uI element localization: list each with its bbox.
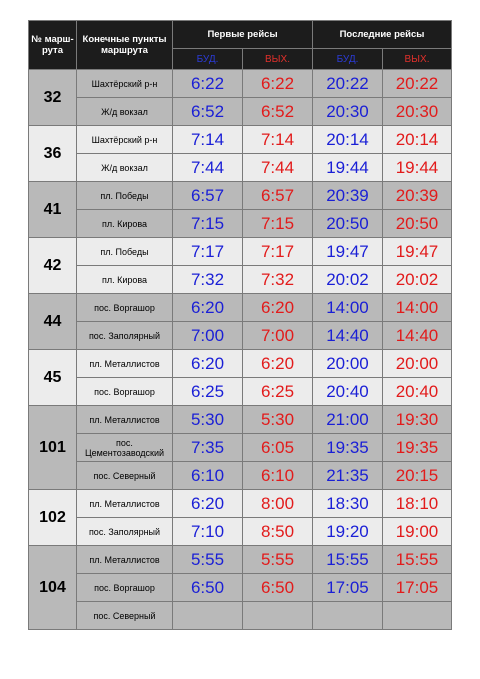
last-trip-weekend: 19:00 [383,518,452,546]
header-last-weekend: ВЫХ. [383,49,452,70]
first-trip-weekday: 6:10 [173,462,243,490]
last-trip-weekday: 20:22 [313,70,383,98]
last-trip-weekday: 21:00 [313,406,383,434]
table-row [29,518,452,546]
terminal-stop: Ж/д вокзал [77,98,173,126]
route-number: 41 [29,182,77,238]
last-trip-weekday: 18:30 [313,490,383,518]
table-row [29,70,452,98]
terminal-stop: пл. Металлистов [77,546,173,574]
last-trip-weekend: 14:00 [383,294,452,322]
last-trip-weekday: 20:40 [313,378,383,406]
first-trip-weekday: 6:25 [173,378,243,406]
terminal-stop: пос. Северный [77,602,173,630]
first-trip-weekday: 7:14 [173,126,243,154]
route-number: 101 [29,406,77,490]
last-trip-weekday: 20:00 [313,350,383,378]
header-terminal-stops: Конечные пункты маршрута [77,21,173,70]
table-row [29,210,452,238]
terminal-stop: Шахтёрский р-н [77,70,173,98]
last-trip-weekday: 21:35 [313,462,383,490]
first-trip-weekend: 6:50 [243,574,313,602]
first-trip-weekday: 7:17 [173,238,243,266]
first-trip-weekend: 7:14 [243,126,313,154]
route-number: 36 [29,126,77,182]
header-route-number: № марш-рута [29,21,77,70]
table-row [29,350,452,378]
first-trip-weekend: 6:57 [243,182,313,210]
table-row [29,378,452,406]
first-trip-weekday: 7:32 [173,266,243,294]
table-row [29,182,452,210]
terminal-stop: пос. Воргашор [77,378,173,406]
header-last-trips: Последние рейсы [313,21,452,49]
header-first-trips: Первые рейсы [173,21,313,49]
schedule-table [28,20,452,630]
last-trip-weekend: 20:40 [383,378,452,406]
table-row [29,126,452,154]
route-number: 104 [29,546,77,630]
first-trip-weekend: 8:00 [243,490,313,518]
last-trip-weekday: 17:05 [313,574,383,602]
first-trip-weekday: 6:20 [173,294,243,322]
first-trip-weekday: 6:52 [173,98,243,126]
last-trip-weekday: 20:30 [313,98,383,126]
terminal-stop: Шахтёрский р-н [77,126,173,154]
table-row [29,154,452,182]
header-last-weekday: БУД. [313,49,383,70]
last-trip-weekend: 17:05 [383,574,452,602]
first-trip-weekday: 6:20 [173,350,243,378]
last-trip-weekend: 20:14 [383,126,452,154]
first-trip-weekend: 6:22 [243,70,313,98]
last-trip-weekday: 19:35 [313,434,383,462]
terminal-stop: пос. Цементозаводский [77,434,173,462]
table-row [29,294,452,322]
last-trip-weekday: 20:50 [313,210,383,238]
terminal-stop: пос. Воргашор [77,574,173,602]
first-trip-weekday: 6:22 [173,70,243,98]
last-trip-weekday: 14:00 [313,294,383,322]
table-row [29,322,452,350]
last-trip-weekend: 20:39 [383,182,452,210]
last-trip-weekday: 20:39 [313,182,383,210]
table-row [29,434,452,462]
first-trip-weekday: 6:20 [173,490,243,518]
last-trip-weekend: 20:50 [383,210,452,238]
first-trip-weekday: 6:50 [173,574,243,602]
first-trip-weekend [243,602,313,630]
terminal-stop: пос. Воргашор [77,294,173,322]
terminal-stop: Ж/д вокзал [77,154,173,182]
terminal-stop: пл. Металлистов [77,406,173,434]
first-trip-weekend: 6:05 [243,434,313,462]
terminal-stop: пл. Металлистов [77,490,173,518]
last-trip-weekday: 19:44 [313,154,383,182]
header-first-weekday: БУД. [173,49,243,70]
header-first-weekend: ВЫХ. [243,49,313,70]
first-trip-weekday: 7:44 [173,154,243,182]
table-row [29,266,452,294]
last-trip-weekend: 20:30 [383,98,452,126]
table-row [29,602,452,630]
terminal-stop: пос. Северный [77,462,173,490]
last-trip-weekend: 19:30 [383,406,452,434]
first-trip-weekday: 7:35 [173,434,243,462]
last-trip-weekend: 15:55 [383,546,452,574]
last-trip-weekend: 20:15 [383,462,452,490]
terminal-stop: пос. Заполярный [77,518,173,546]
first-trip-weekend: 6:20 [243,294,313,322]
first-trip-weekday: 7:00 [173,322,243,350]
first-trip-weekday: 5:30 [173,406,243,434]
first-trip-weekday: 5:55 [173,546,243,574]
terminal-stop: пл. Кирова [77,210,173,238]
last-trip-weekend: 18:10 [383,490,452,518]
table-row [29,574,452,602]
last-trip-weekend: 19:47 [383,238,452,266]
terminal-stop: пл. Кирова [77,266,173,294]
route-number: 42 [29,238,77,294]
last-trip-weekend: 20:22 [383,70,452,98]
last-trip-weekend: 19:44 [383,154,452,182]
last-trip-weekend [383,602,452,630]
terminal-stop: пл. Металлистов [77,350,173,378]
table-row [29,546,452,574]
route-number: 45 [29,350,77,406]
first-trip-weekday: 7:15 [173,210,243,238]
table-row [29,462,452,490]
first-trip-weekend: 5:30 [243,406,313,434]
route-number: 102 [29,490,77,546]
table-row [29,490,452,518]
first-trip-weekend: 7:44 [243,154,313,182]
first-trip-weekend: 6:20 [243,350,313,378]
last-trip-weekday: 14:40 [313,322,383,350]
first-trip-weekend: 7:00 [243,322,313,350]
last-trip-weekend: 20:00 [383,350,452,378]
last-trip-weekend: 19:35 [383,434,452,462]
first-trip-weekend: 8:50 [243,518,313,546]
last-trip-weekday: 19:47 [313,238,383,266]
last-trip-weekend: 20:02 [383,266,452,294]
first-trip-weekend: 5:55 [243,546,313,574]
terminal-stop: пл. Победы [77,182,173,210]
first-trip-weekday [173,602,243,630]
last-trip-weekday: 20:14 [313,126,383,154]
route-number: 44 [29,294,77,350]
terminal-stop: пос. Заполярный [77,322,173,350]
last-trip-weekday [313,602,383,630]
first-trip-weekend: 7:32 [243,266,313,294]
first-trip-weekend: 6:25 [243,378,313,406]
table-row [29,98,452,126]
table-row [29,406,452,434]
table-row [29,238,452,266]
last-trip-weekday: 15:55 [313,546,383,574]
last-trip-weekend: 14:40 [383,322,452,350]
first-trip-weekend: 7:15 [243,210,313,238]
schedule-body [29,70,452,630]
terminal-stop: пл. Победы [77,238,173,266]
first-trip-weekday: 6:57 [173,182,243,210]
first-trip-weekend: 6:52 [243,98,313,126]
first-trip-weekday: 7:10 [173,518,243,546]
last-trip-weekday: 19:20 [313,518,383,546]
first-trip-weekend: 6:10 [243,462,313,490]
first-trip-weekend: 7:17 [243,238,313,266]
last-trip-weekday: 20:02 [313,266,383,294]
route-number: 32 [29,70,77,126]
